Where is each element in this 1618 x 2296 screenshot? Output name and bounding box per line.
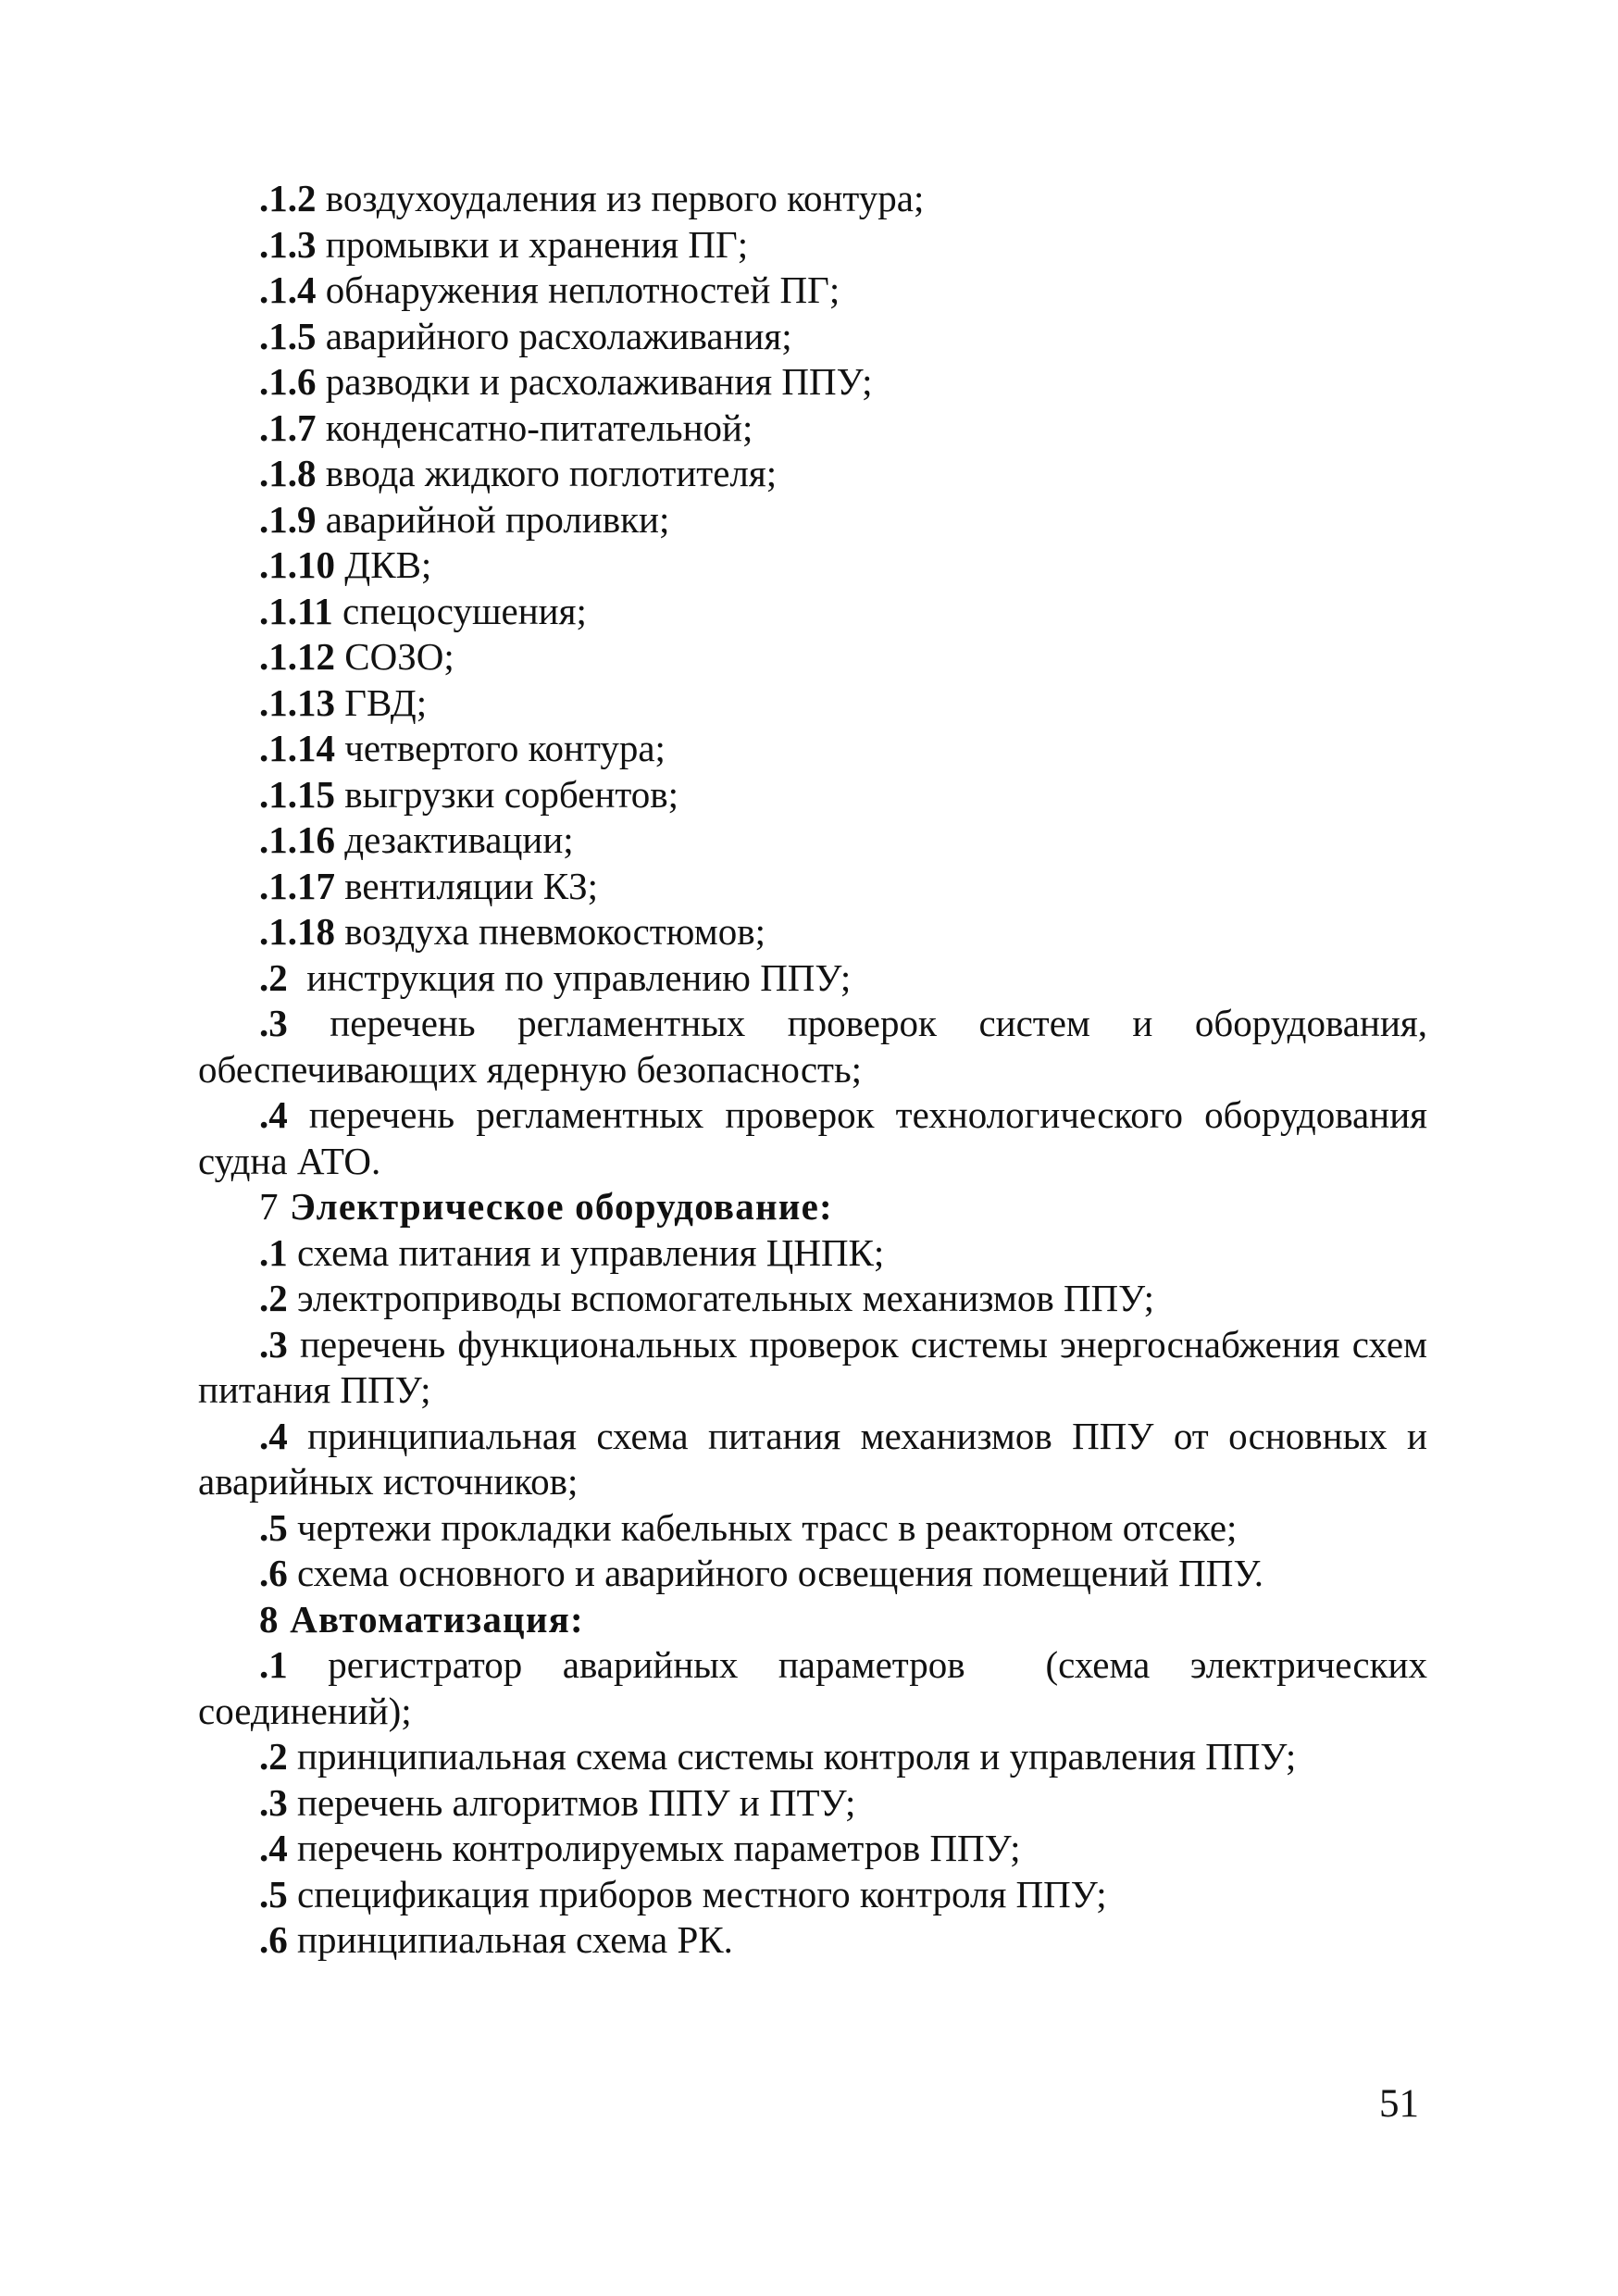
item-text: перечень регламентных проверок систем и оборудования, обеспечивающих ядерную безопасность; — [198, 1002, 1427, 1091]
item-number: .2 — [259, 1735, 288, 1778]
list-item — [198, 1505, 1427, 1552]
item-text: ДКВ; — [335, 543, 432, 586]
list-item — [198, 1917, 1427, 1964]
item-text: принципиальная схема системы контроля и управления ППУ; — [287, 1735, 1297, 1778]
section-title: Электрическое оборудование: — [290, 1185, 833, 1228]
item-text: аварийного расхолаживания; — [316, 314, 792, 357]
paragraph — [198, 1322, 1427, 1414]
list-item — [198, 176, 1427, 222]
item-number: .3 — [259, 1780, 288, 1824]
item-text: электроприводы вспомогательных механизмов ППУ; — [287, 1277, 1155, 1319]
item-number: .1.13 — [259, 680, 335, 724]
list-item — [198, 1734, 1427, 1780]
item-text: инструкция по управлению ППУ; — [287, 955, 852, 999]
item-text: схема питания и управления ЦНПК; — [287, 1230, 885, 1274]
item-number: .1 — [259, 1230, 288, 1274]
page-number: 51 — [1379, 2082, 1419, 2126]
list-item — [198, 1872, 1427, 1918]
item-text: перечень алгоритмов ППУ и ПТУ; — [287, 1780, 856, 1824]
list-item — [198, 955, 1427, 1002]
item-number: .1.3 — [259, 222, 317, 266]
item-number: .1.14 — [259, 727, 335, 769]
list-item — [198, 589, 1427, 635]
item-text: воздуха пневмокостюмов; — [335, 910, 765, 953]
item-number: .1.15 — [259, 772, 335, 816]
paragraph — [198, 1642, 1449, 1734]
item-text: обнаружения неплотностей ПГ; — [316, 268, 840, 311]
item-number: .1.16 — [259, 818, 335, 861]
item-number: .1.5 — [259, 314, 317, 357]
list-item — [198, 634, 1427, 680]
section-number: 8 — [259, 1597, 291, 1641]
item-number: .1.12 — [259, 635, 335, 678]
item-number: .3 — [259, 1002, 288, 1044]
list-item — [198, 543, 1427, 589]
list-item — [198, 1276, 1427, 1322]
item-number: .1.11 — [259, 589, 333, 632]
item-text: перечень регламентных проверок технологического оборудования судна АТО. — [198, 1093, 1427, 1182]
list-item — [198, 1780, 1427, 1827]
item-text: выгрузки сорбентов; — [335, 772, 679, 816]
list-item — [198, 1826, 1427, 1872]
item-text: спецосушения; — [332, 589, 587, 632]
list-item — [198, 406, 1427, 452]
item-text: СОЗО; — [335, 635, 454, 678]
list-item — [198, 314, 1427, 360]
item-text: принципиальная схема питания механизмов ППУ от основных и аварийных источников; — [198, 1414, 1427, 1503]
list-item — [198, 268, 1427, 314]
item-number: .1.2 — [259, 177, 317, 219]
list-item — [198, 1230, 1427, 1277]
paragraph — [198, 1414, 1427, 1505]
item-number: .1.17 — [259, 864, 335, 907]
item-text: аварийной проливки; — [316, 497, 670, 541]
item-text: ввода жидкого поглотителя; — [316, 452, 778, 494]
item-number: .1.8 — [259, 452, 317, 494]
item-text: схема основного и аварийного освещения помещений ППУ. — [287, 1552, 1263, 1594]
item-number: .5 — [259, 1872, 288, 1915]
item-text: регистратор аварийных параметров (схема электрических соединений); — [198, 1643, 1449, 1732]
paragraph — [198, 1001, 1427, 1092]
paragraph — [198, 1092, 1427, 1184]
item-number: .4 — [259, 1827, 288, 1869]
item-number: .3 — [259, 1322, 288, 1366]
item-number: .2 — [259, 1277, 288, 1319]
list-item — [198, 497, 1427, 543]
item-text: разводки и расхолаживания ППУ; — [316, 360, 873, 403]
list-item — [198, 1551, 1427, 1597]
item-number: .6 — [259, 1552, 288, 1594]
item-text: конденсатно-питательной; — [316, 406, 753, 449]
list-item — [198, 359, 1427, 406]
list-item — [198, 909, 1427, 955]
item-text: дезактивации; — [335, 818, 574, 861]
item-text: промывки и хранения ПГ; — [316, 222, 749, 266]
list-item — [198, 817, 1427, 864]
item-text: принципиальная схема РК. — [287, 1918, 733, 1961]
item-text: воздухоудаления из первого контура; — [316, 177, 925, 219]
item-number: .1.9 — [259, 497, 317, 541]
item-number: .1.4 — [259, 268, 317, 311]
list-item — [198, 680, 1427, 727]
item-text: спецификация приборов местного контроля ППУ; — [287, 1872, 1107, 1915]
item-text: чертежи прокладки кабельных трасс в реакторном отсеке; — [287, 1505, 1238, 1549]
section-title: Автоматизация: — [290, 1597, 584, 1641]
list-item — [198, 222, 1427, 268]
item-number: .5 — [259, 1505, 288, 1549]
section-heading-8 — [198, 1597, 1427, 1643]
body-text — [198, 176, 1449, 1964]
item-text: четвертого контура; — [335, 727, 666, 769]
item-number: .1.6 — [259, 360, 317, 403]
list-item — [198, 451, 1427, 497]
item-text: перечень функциональных проверок системы энергоснабжения схем питания ППУ; — [198, 1322, 1427, 1411]
item-number: .6 — [259, 1918, 288, 1961]
item-number: .2 — [259, 955, 288, 999]
item-number: .1.7 — [259, 406, 317, 449]
item-text: ГВД; — [335, 680, 428, 724]
section-number: 7 — [259, 1185, 291, 1228]
item-number: .4 — [259, 1093, 288, 1136]
list-item — [198, 772, 1427, 818]
list-item — [198, 864, 1427, 910]
item-text: вентиляции КЗ; — [335, 864, 599, 907]
list-item — [198, 726, 1427, 772]
item-number: .4 — [259, 1414, 288, 1457]
section-heading-7 — [198, 1184, 1427, 1230]
item-number: .1.18 — [259, 910, 335, 953]
item-text: перечень контролируемых параметров ППУ; — [287, 1827, 1021, 1869]
item-number: .1.10 — [259, 543, 335, 586]
item-number: .1 — [259, 1643, 288, 1686]
